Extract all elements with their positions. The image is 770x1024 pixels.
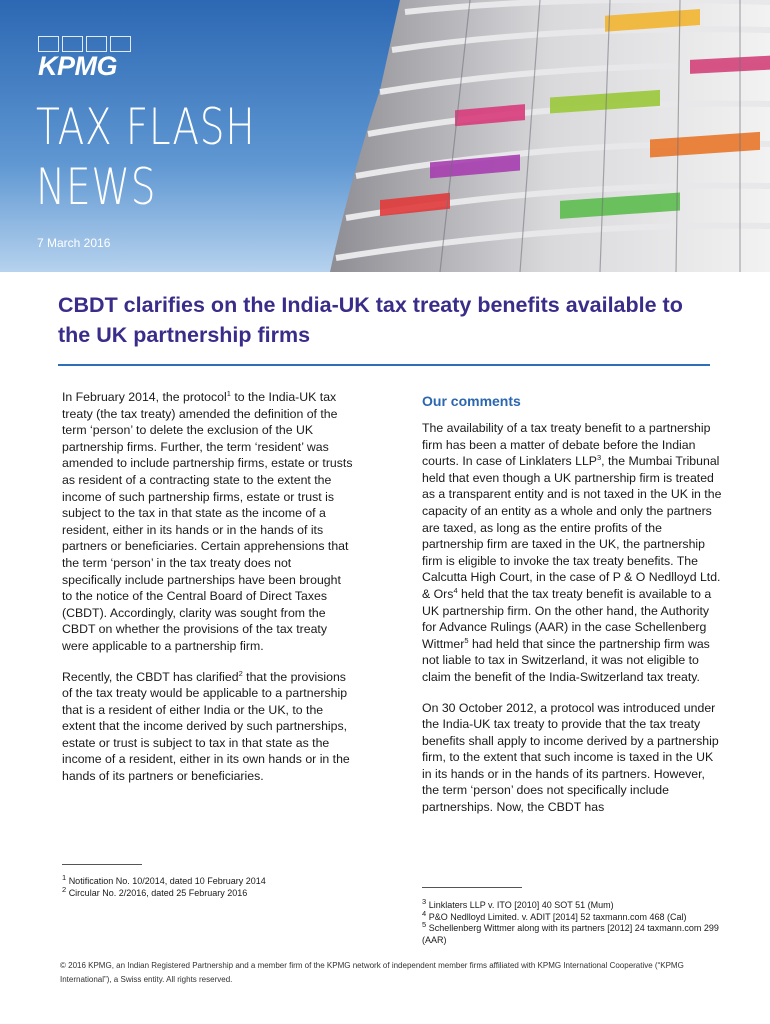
text-run: to the India-UK tax treaty (the tax treaty) amended the definition of the term ‘person’ to delete the exclusion of the UK partnership firms. Further, the term ‘resident’ was amended to include partnership firms, estate or trusts as resident of a contracting state to the extent the income of such partnership firms, estate or trust is subject to the tax in that state as the income of a resident, either in its hands or in the hands of its partners or beneficiaries. Certain apprehensions that the term ‘person’ in the tax treaty does not specifically include partnerships have been brought to the notice of the Central Board of Direct Taxes (CBDT). Accordingly, clarity was sought from the CBDT on whether the provisions of the tax treaty were applicable to a partnership firm. bbox=[62, 390, 353, 653]
text-run: had held that since the partnership firm was not liable to tax in Switzerland, it was not eligible to claim the benefit of the India-Switzerland tax treaty. bbox=[422, 636, 710, 684]
left-column bbox=[62, 389, 354, 799]
right-paragraph-2: On 30 October 2012, a protocol was introduced under the India-UK tax treaty to provide that the tax treaty benefits shall apply to income derived by a partnership firm, to the extent that such income is taxed in the UK in its hands or in the hands of its partners. However, the term ‘person’ does not specifically include partnerships. Now, the CBDT has bbox=[422, 700, 719, 815]
footnote-text: Linklaters LLP v. ITO [2010] 40 SOT 51 (Mum) bbox=[428, 900, 614, 910]
footnotes-left bbox=[62, 864, 354, 899]
footnote-item bbox=[422, 908, 722, 924]
right-paragraph-1 bbox=[422, 420, 722, 686]
footnote-number: 1 bbox=[62, 873, 67, 882]
kpmg-logo-boxes bbox=[38, 36, 134, 52]
footnote-ref-5[interactable]: 5 bbox=[464, 635, 469, 645]
text-run: that the provisions of the tax treaty would be applicable to a partnership that is a resident of either India or the UK, to the extent that the income derived by such partnerships, estate or trust is subject to tax in that state as the income of a resident, either in its own hands or in the hands of its partners or beneficiaries. bbox=[62, 669, 350, 784]
footnote-number: 5 bbox=[422, 920, 427, 929]
footnote-item bbox=[62, 873, 354, 888]
footnote-item bbox=[422, 897, 722, 912]
comments-heading: Our comments bbox=[422, 393, 521, 409]
footnote-text: Schellenberg Wittmer along with its partners [2012] 24 taxmann.com 299 (AAR) bbox=[422, 923, 719, 945]
footnote-text: Notification No. 10/2014, dated 10 February 2014 bbox=[68, 876, 266, 886]
footnote-item bbox=[62, 884, 354, 900]
right-column bbox=[422, 392, 722, 830]
header-banner bbox=[0, 0, 770, 272]
kpmg-logo bbox=[38, 36, 134, 81]
footnote-ref-4[interactable]: 4 bbox=[453, 585, 458, 595]
text-run: The availability of a tax treaty benefit to a partnership firm has been a matter of debate before the Indian courts. In case of Linklaters LLP bbox=[422, 421, 711, 469]
left-paragraph-1 bbox=[62, 389, 354, 655]
left-paragraph-2 bbox=[62, 669, 354, 785]
article-headline: CBDT clarifies on the India-UK tax treaty benefits available to the UK partnership firms bbox=[58, 293, 683, 347]
text-run: held that the tax treaty benefit is available to a UK partnership firm. On the other hand, the Authority for Advance Rulings (AAR) in the case Schellenberg Wittmer bbox=[422, 586, 712, 651]
footnotes-right bbox=[422, 887, 722, 946]
footnote-number: 2 bbox=[62, 884, 67, 894]
footnote-ref-3[interactable]: 3 bbox=[596, 453, 602, 463]
footnote-text: P&O Nedlloyd Limited. v. ADIT [2014] 52 taxmann.com 468 (Cal) bbox=[428, 911, 687, 922]
footnote-ref-2[interactable]: 2 bbox=[238, 668, 243, 678]
kpmg-logo-text: KPMG bbox=[38, 51, 117, 81]
publication-title-line1: TAX FLASH bbox=[36, 98, 256, 156]
publication-title-line2: NEWS bbox=[36, 158, 157, 216]
footnote-item bbox=[422, 920, 722, 946]
copyright-footer: © 2016 KPMG, an Indian Registered Partnership and a member firm of the KPMG network of independent member firms affiliated with KPMG International Cooperative (“KPMG International”), a Swiss entity. All rights reserved. bbox=[60, 961, 684, 984]
footnote-text: Circular No. 2/2016, dated 25 February 2016 bbox=[68, 887, 248, 898]
text-run: In February 2014, the protocol bbox=[62, 390, 227, 404]
text-run: Recently, the CBDT has clarified bbox=[62, 669, 239, 684]
footnote-divider bbox=[422, 887, 522, 888]
footnote-number: 3 bbox=[422, 897, 427, 906]
footnote-divider bbox=[62, 864, 142, 865]
footnote-ref-1[interactable]: 1 bbox=[226, 388, 231, 398]
headline-divider bbox=[58, 364, 710, 366]
footnote-number: 4 bbox=[422, 908, 427, 918]
publication-date: 7 March 2016 bbox=[37, 236, 111, 250]
text-run: , the Mumbai Tribunal held that even though a UK partnership firm is treated as a transparent entity and is not taxed in the UK in the capacity of an entity as a whole and only the partners are taxed, as long as the entire profits of the partnership firm are taxed in the UK, the partnership firm is eligible to invoke the tax treaty benefits. The Calcutta High Court, in the case of P & O Nedlloyd Ltd. & Ors bbox=[422, 454, 722, 601]
